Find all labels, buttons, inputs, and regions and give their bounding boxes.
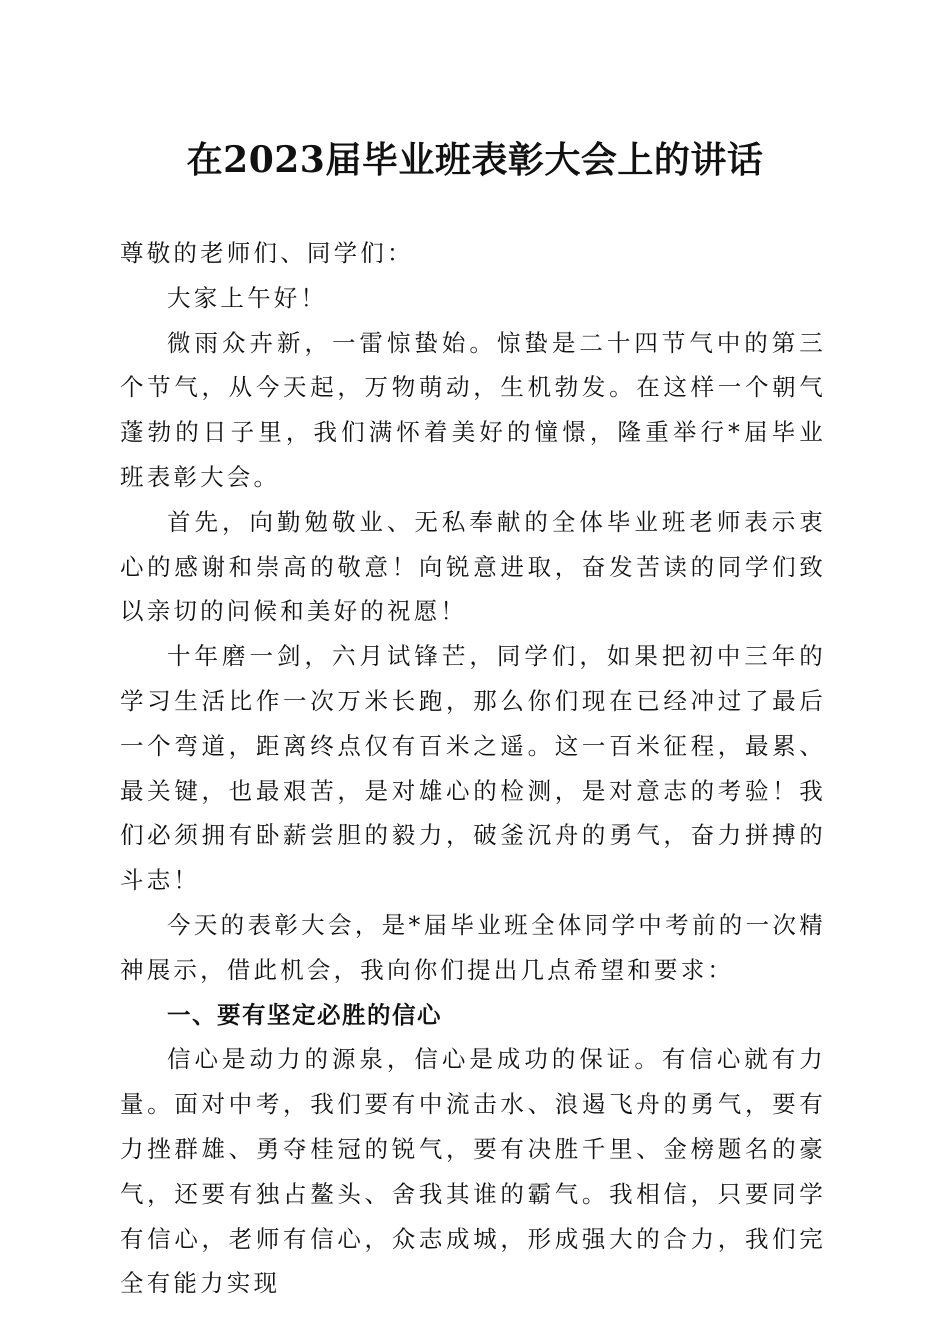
- salutation: 尊敬的老师们、同学们：: [120, 239, 414, 267]
- greeting: 大家上午好！: [167, 283, 328, 312]
- paragraph-1: 微雨众卉新，一雷惊蛰始。惊蛰是二十四节气中的第三个节气，从今天起，万物萌动，生机勃发。在这样一个朝气蓬勃的日子里，我们满怀着美好的憧憬，隆重举行*届毕业班表彰大会。: [120, 328, 826, 491]
- document-title: 在2023届毕业班表彰大会上的讲话: [186, 139, 764, 181]
- paragraph-2: 首先，向勤勉敬业、无私奉献的全体毕业班老师表示衷心的感谢和崇高的敬意！向锐意进取，奋发苦读的同学们致以亲切的问候和美好的祝愿！: [120, 507, 826, 626]
- paragraph-4: 今天的表彰大会，是*届毕业班全体同学中考前的一次精神展示，借此机会，我向你们提出几点希望和要求：: [120, 910, 826, 984]
- document-body: [120, 231, 826, 1306]
- section-heading-1: 一、要有坚定必胜的信心: [167, 1000, 442, 1029]
- paragraph-5: 信心是动力的源泉，信心是成功的保证。有信心就有力量。面对中考，我们要有中流击水、浪遏飞舟的勇气，要有力挫群雄、勇夺桂冠的锐气，要有决胜千里、金榜题名的豪气，还要有独占鳌头、舍我其谁的霸气。我相信，只要同学有信心，老师有信心，众志成城，形成强大的合力，我们完全有能力实现: [120, 1045, 826, 1298]
- paragraph-3: 十年磨一剑，六月试锋芒，同学们，如果把初中三年的学习生活比作一次万米长跑，那么你们现在已经冲过了最后一个弯道，距离终点仅有百米之遥。这一百米征程，最累、最关键，也最艰苦，是对雄心的检测，是对意志的考验！我们必须拥有卧薪尝胆的毅力，破釜沉舟的勇气，奋力拼搏的斗志！: [120, 642, 826, 895]
